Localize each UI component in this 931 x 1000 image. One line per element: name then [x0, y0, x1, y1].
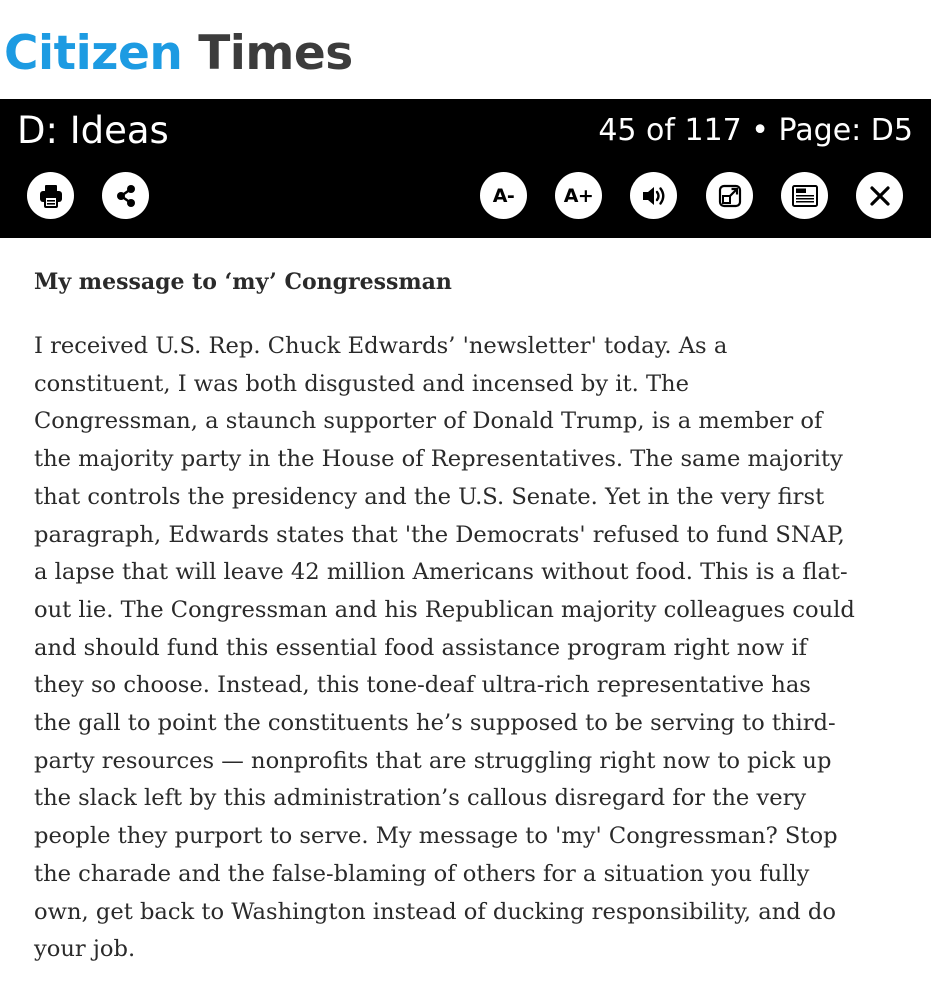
article-body-line: out lie. The Congressman and his Republican majority colleagues could [34, 596, 855, 623]
expand-button[interactable] [706, 172, 753, 219]
article-headline: My message to ‘my’ Congressman [34, 269, 452, 295]
article-body-line: that controls the presidency and the U.S. Senate. Yet in the very first [34, 483, 825, 510]
font-decrease-button[interactable] [480, 172, 527, 219]
article-body-line: people they purport to serve. My message to 'my' Congressman? Stop [34, 823, 838, 850]
article-body-line: I received U.S. Rep. Chuck Edwards’ 'newsletter' today. As a [34, 333, 728, 359]
newspaper-icon [790, 182, 820, 210]
article-body-line: the slack left by this administration’s callous disregard for the very [34, 785, 807, 812]
print-button[interactable] [27, 172, 74, 219]
font-increase-label: A+ [563, 184, 594, 207]
article-body-line: and should fund this essential food assistance program right now if [34, 634, 808, 661]
section-title: D: Ideas [17, 109, 169, 152]
reader-toolbar [0, 99, 931, 238]
article-body-line: the charade and the false-blaming of others for a situation you fully [34, 860, 810, 887]
page-indicator: 45 of 117 • Page: D5 [598, 113, 913, 148]
brand-logo[interactable] [4, 24, 353, 84]
close-button[interactable] [856, 172, 903, 219]
article-body-line: your job. [34, 936, 136, 963]
article-body-line: party resources — nonprofits that are struggling right now to pick up [34, 747, 832, 774]
speaker-icon [639, 182, 669, 210]
article-body-line: a lapse that will leave 42 million Americans without food. This is a flat- [34, 559, 848, 586]
close-icon [867, 183, 893, 209]
expand-icon [716, 182, 744, 210]
article-body-line: constituent, I was both disgusted and incensed by it. The [34, 370, 689, 397]
printer-icon [37, 182, 65, 210]
article-body-line: the majority party in the House of Representatives. The same majority [34, 446, 843, 473]
read-aloud-button[interactable] [630, 172, 677, 219]
font-decrease-label: A- [492, 184, 515, 207]
masthead [0, 0, 931, 99]
brand-word-citizen: Citizen [4, 26, 183, 81]
article-body-line: Congressman, a staunch supporter of Donald Trump, is a member of [34, 408, 823, 435]
font-increase-button[interactable] [555, 172, 602, 219]
newspaper-button[interactable] [781, 172, 828, 219]
share-button[interactable] [102, 172, 149, 219]
article-body-line: they so choose. Instead, this tone-deaf ultra-rich representative has [34, 672, 811, 699]
article-body [34, 328, 904, 969]
share-icon [112, 182, 140, 210]
brand-word-times: Times [198, 26, 353, 81]
article-body-line: paragraph, Edwards states that 'the Democrats' refused to fund SNAP, [34, 521, 845, 548]
article-body-line: the gall to point the constituents he’s supposed to be serving to third- [34, 710, 836, 737]
article-body-line: own, get back to Washington instead of ducking responsibility, and do [34, 898, 836, 925]
